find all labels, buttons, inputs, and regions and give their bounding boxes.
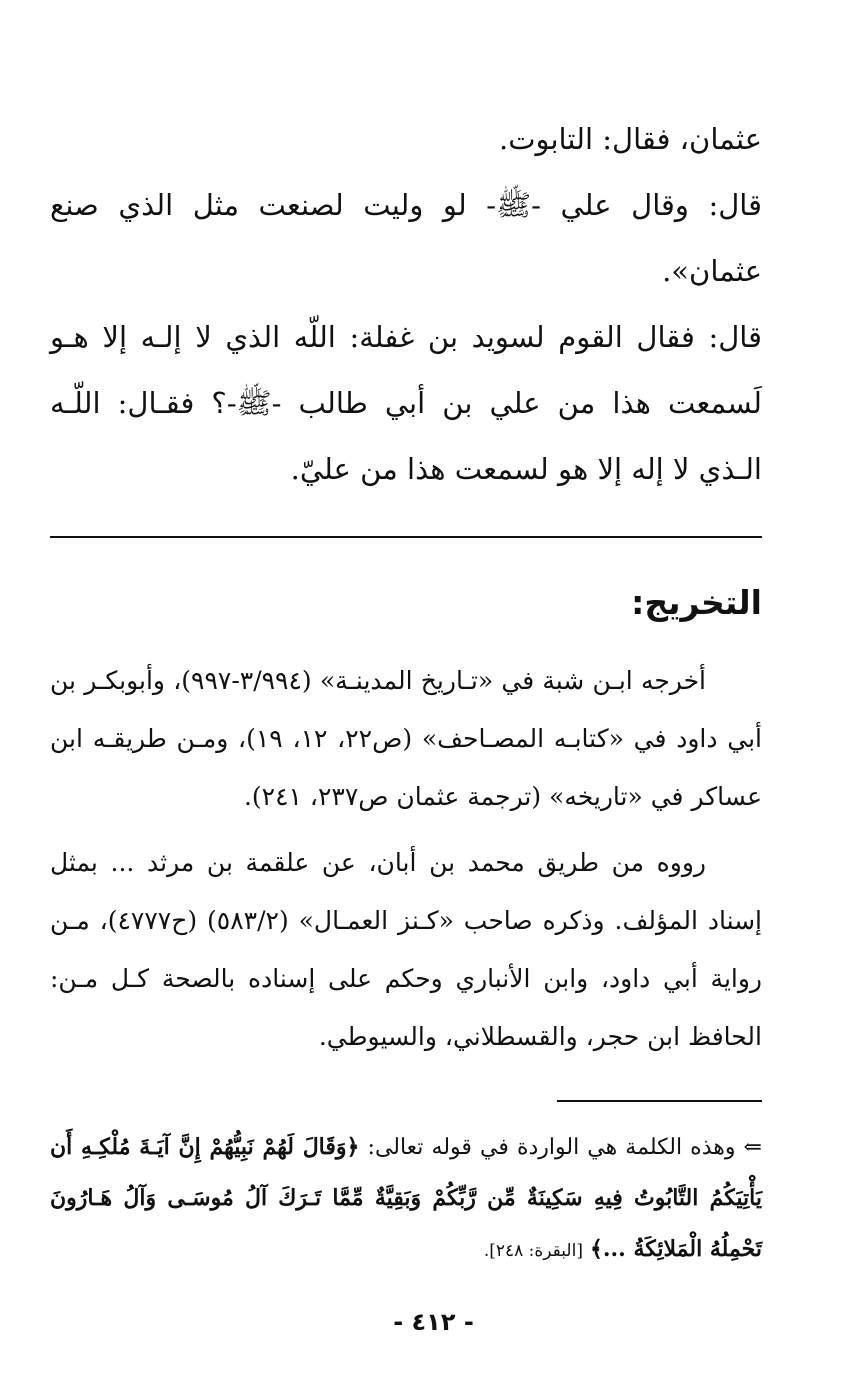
- footnote-block: [50, 1122, 762, 1276]
- verse-citation: [البقرة: ٢٤٨].: [483, 1241, 583, 1261]
- footnote-paragraph: [50, 1122, 762, 1276]
- section-heading-takhrij: التخريج:: [631, 583, 762, 622]
- footnote-intro: ⇐ وهذه الكلمة هي الواردة في قوله تعالى:: [367, 1135, 762, 1160]
- page-number: - ٤١٢ -: [393, 1308, 474, 1336]
- takhrij-paragraph-2: رووه من طريق محمد بن أبان، عن علقمة بن مرثد ... بمثل إسناد المؤلف. وذكره صاحب «كـنز العمـال» (٥٨٣/٢) (ح٤٧٧٧)، مـن رواية أبي داود، وابن الأنباري وحكم على إسناده بالصحة كـل مـن: الحافظ ابن حجر، والقسطلاني، والسيوطي.: [50, 848, 762, 1051]
- footnote-divider: [557, 1100, 762, 1102]
- main-text-block: [50, 106, 762, 502]
- takhrij-paragraph-1: أخرجه ابـن شبة في «تـاريخ المدينـة» (٣/٩٩٤-٩٩٧)، وأبوبكـر بن أبي داود في «كتابـه المصـاحف» (ص٢٢، ١٢، ١٩)، ومـن طريقـه ابن عساكر في «تاريخه» (ترجمة عثمان ص٢٣٧، ٢٤١).: [50, 666, 762, 811]
- main-paragraph-1: عثمان، فقال: التابوت.: [498, 122, 762, 156]
- quran-verse: ﴿وَقَالَ لَهُمْ نَبِيُّهُمْ إِنَّ آيَـةَ مُلْكِـهِ أَن يَأْتِيَكُمُ التَّابُوتُ فِيهِ سَكِينَةٌ مِّن رَّبِّكُمْ وَبَقِيَّةٌ مِّمَّا تَـرَكَ آلُ مُوسَـى وَآلُ هَـارُونَ تَحْمِلُهُ الْمَلائِكَةُ ...﴾: [50, 1134, 762, 1262]
- section-divider: [50, 536, 762, 538]
- main-paragraph-3: قال: فقال القوم لسويد بن غفلة: اللّه الذي لا إلـه إلا هـو لَسمعت هذا من علي بن أبي طالب -ﷺ-؟ فقـال: اللّـه الـذي لا إله إلا هو لسمعت هذا من عليّ.: [50, 320, 762, 486]
- takhrij-text-block: [50, 652, 762, 1066]
- main-paragraph-2: قال: وقال علي -ﷺ- لو وليت لصنعت مثل الذي صنع عثمان».: [50, 188, 762, 288]
